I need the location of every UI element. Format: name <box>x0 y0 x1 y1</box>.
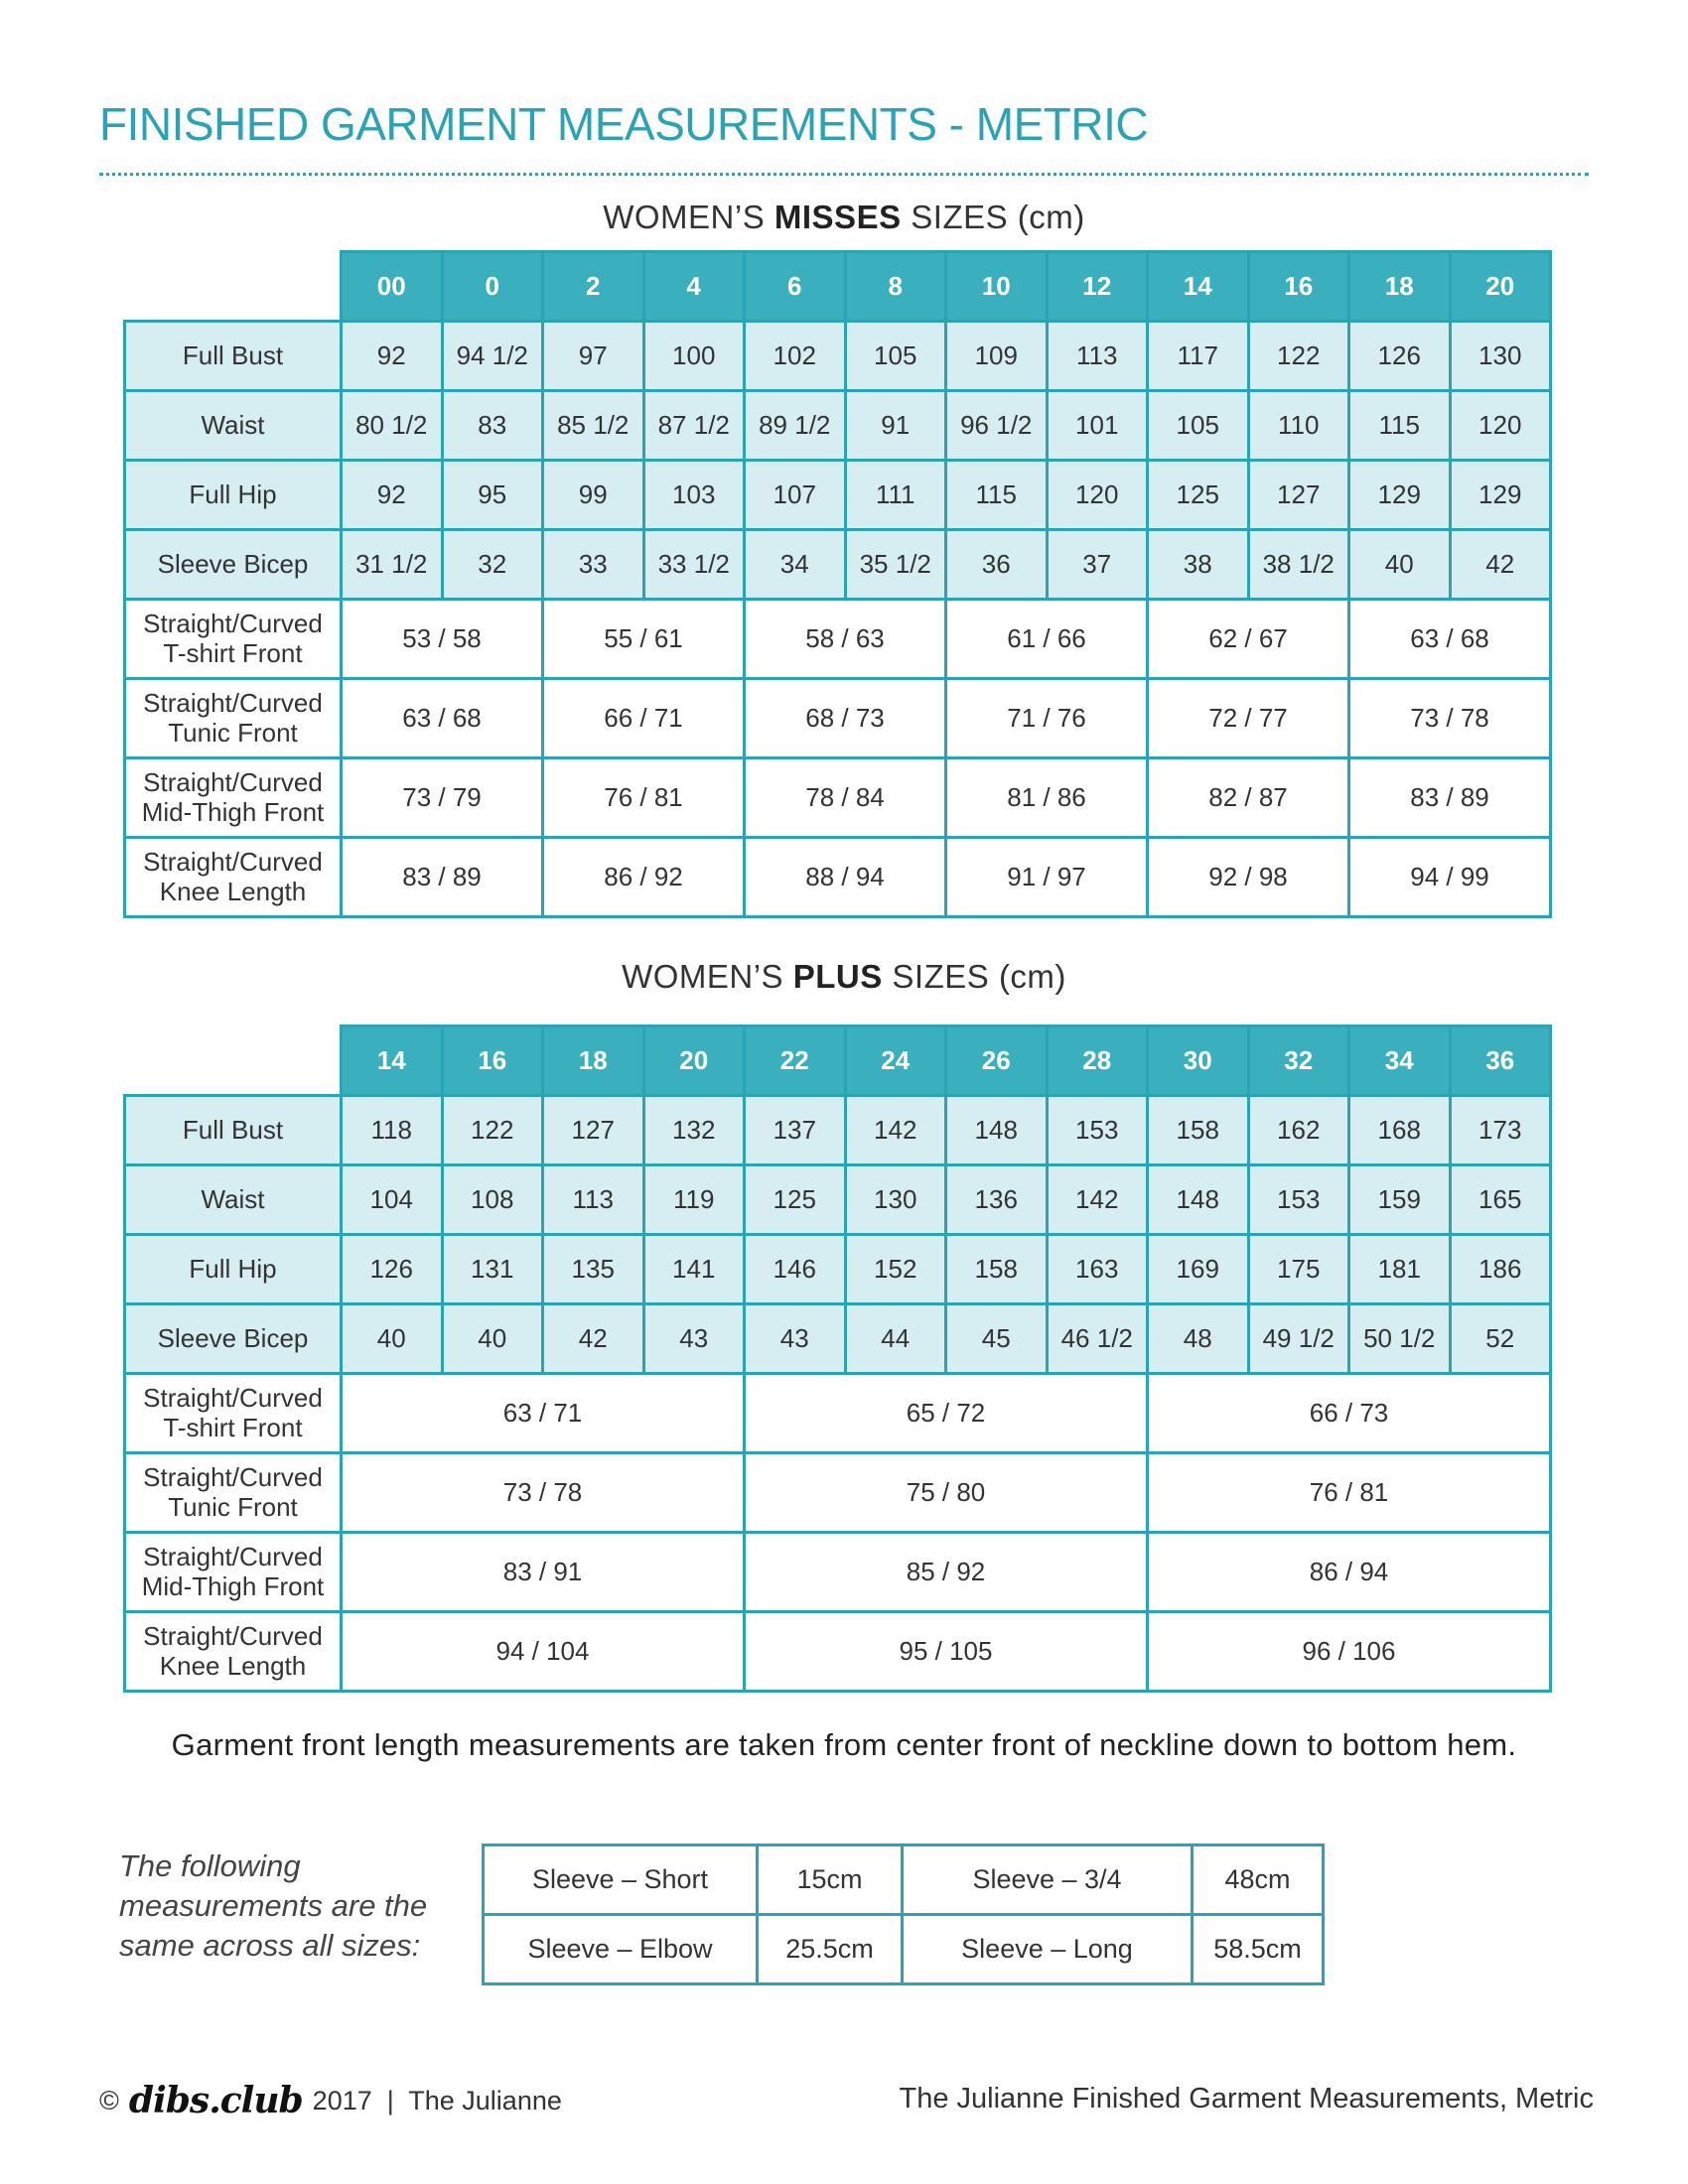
measurement-row <box>125 461 1551 530</box>
table-cell: 33 <box>543 530 644 600</box>
size-header-row <box>125 1026 1551 1096</box>
misses-heading-pre: WOMEN’S <box>603 199 774 235</box>
table-cell: 181 <box>1349 1235 1451 1304</box>
copyright-symbol: © <box>99 2085 119 2116</box>
table-cell: 44 <box>845 1304 946 1374</box>
table-cell: 71 / 76 <box>946 679 1148 758</box>
table-cell: 66 / 71 <box>543 679 745 758</box>
table-cell: 142 <box>1047 1165 1148 1235</box>
table-cell: 107 <box>745 461 846 530</box>
table-cell: 125 <box>1148 461 1249 530</box>
table-cell: 127 <box>543 1096 644 1165</box>
plus-heading-bold: PLUS <box>792 958 883 995</box>
size-header-cell: 14 <box>1148 252 1249 322</box>
table-cell: 105 <box>845 322 946 391</box>
row-label-line1: Straight/Curved <box>143 1541 323 1571</box>
sleeve-length-table <box>482 1843 1325 1985</box>
table-cell: 126 <box>1349 322 1451 391</box>
table-cell: 88 / 94 <box>745 838 946 917</box>
table-cell: 42 <box>543 1304 644 1374</box>
table-cell: 148 <box>1148 1165 1249 1235</box>
size-header-cell: 00 <box>342 252 443 322</box>
table-cell: 148 <box>946 1096 1048 1165</box>
row-label-line2: Mid-Thigh Front <box>141 796 325 827</box>
table-cell: 100 <box>643 322 745 391</box>
measurement-row <box>125 391 1551 461</box>
table-cell: 130 <box>845 1165 946 1235</box>
measurement-row <box>125 1165 1551 1235</box>
table-cell: 63 / 68 <box>1349 600 1551 679</box>
table-cell: 87 1/2 <box>643 391 745 461</box>
table-cell: 165 <box>1450 1165 1551 1235</box>
table-cell: 49 1/2 <box>1248 1304 1349 1374</box>
table-cell: 132 <box>643 1096 745 1165</box>
row-label <box>125 679 342 758</box>
table-cell: 40 <box>342 1304 443 1374</box>
table-cell: 120 <box>1450 391 1551 461</box>
table-cell: 95 <box>442 461 543 530</box>
table-cell: 129 <box>1450 461 1551 530</box>
row-label: Full Bust <box>125 1096 342 1165</box>
length-row <box>125 1533 1551 1612</box>
table-cell: 129 <box>1349 461 1451 530</box>
table-cell: 141 <box>643 1235 745 1304</box>
table-cell: 103 <box>643 461 745 530</box>
table-cell: 94 / 99 <box>1349 838 1551 917</box>
table-cell: 85 1/2 <box>543 391 644 461</box>
table-cell: 97 <box>543 322 644 391</box>
misses-heading <box>0 199 1688 236</box>
table-cell: 158 <box>1148 1096 1249 1165</box>
table-cell: 42 <box>1450 530 1551 600</box>
sleeve-row <box>484 1915 1324 1984</box>
table-cell: 65 / 72 <box>745 1374 1148 1453</box>
table-cell: 102 <box>745 322 846 391</box>
plus-heading <box>0 958 1688 996</box>
row-label-line2: T-shirt Front <box>163 1412 303 1442</box>
table-cell: 113 <box>1047 322 1148 391</box>
row-label: Waist <box>125 1165 342 1235</box>
row-label: Waist <box>125 391 342 461</box>
size-header-cell: 24 <box>845 1026 946 1096</box>
sleeve-label: Sleeve – 3/4 <box>903 1845 1193 1915</box>
table-cell: 101 <box>1047 391 1148 461</box>
header-corner <box>125 1026 342 1096</box>
table-cell: 83 / 89 <box>1349 758 1551 838</box>
table-cell: 73 / 78 <box>1349 679 1551 758</box>
table-cell: 119 <box>643 1165 745 1235</box>
sleeve-label: Sleeve – Short <box>484 1845 758 1915</box>
size-header-cell: 16 <box>1248 252 1349 322</box>
table-cell: 63 / 71 <box>342 1374 745 1453</box>
length-row <box>125 1453 1551 1533</box>
footnote: Garment front length measurements are taken from center front of neckline down to bottom hem. <box>171 1727 1517 1762</box>
table-cell: 76 / 81 <box>543 758 745 838</box>
table-cell: 125 <box>745 1165 846 1235</box>
footer-right-text: The Julianne Finished Garment Measurements, Metric <box>899 2083 1594 2115</box>
table-cell: 117 <box>1148 322 1249 391</box>
size-header-cell: 0 <box>442 252 543 322</box>
brand-logo: dibs.club <box>128 2080 303 2121</box>
table-cell: 111 <box>845 461 946 530</box>
footer-left-text: 2017 | The Julianne <box>312 2085 562 2116</box>
size-header-cell: 18 <box>543 1026 644 1096</box>
table-cell: 46 1/2 <box>1047 1304 1148 1374</box>
sleeve-row <box>484 1845 1324 1915</box>
table-cell: 43 <box>745 1304 846 1374</box>
table-cell: 113 <box>543 1165 644 1235</box>
table-cell: 109 <box>946 322 1048 391</box>
table-cell: 55 / 61 <box>543 600 745 679</box>
row-label <box>125 1453 342 1533</box>
table-cell: 92 <box>342 322 443 391</box>
row-label: Full Hip <box>125 1235 342 1304</box>
table-cell: 122 <box>1248 322 1349 391</box>
length-row <box>125 1374 1551 1453</box>
table-cell: 94 / 104 <box>342 1612 745 1692</box>
row-label: Sleeve Bicep <box>125 1304 342 1374</box>
table-cell: 95 / 105 <box>745 1612 1148 1692</box>
size-header-row <box>125 252 1551 322</box>
measurement-row <box>125 322 1551 391</box>
table-cell: 62 / 67 <box>1148 600 1349 679</box>
measurement-row <box>125 1304 1551 1374</box>
table-cell: 104 <box>342 1165 443 1235</box>
sleeve-label: Sleeve – Elbow <box>484 1915 758 1984</box>
table-cell: 173 <box>1450 1096 1551 1165</box>
row-label <box>125 758 342 838</box>
sleeve-value: 15cm <box>758 1845 903 1915</box>
table-cell: 158 <box>946 1235 1048 1304</box>
row-label-line2: Knee Length <box>159 1650 307 1681</box>
table-cell: 186 <box>1450 1235 1551 1304</box>
row-label-line2: Tunic Front <box>168 1491 298 1522</box>
row-label <box>125 838 342 917</box>
table-cell: 45 <box>946 1304 1048 1374</box>
size-header-cell: 22 <box>745 1026 846 1096</box>
table-cell: 131 <box>442 1235 543 1304</box>
table-cell: 118 <box>342 1096 443 1165</box>
table-cell: 63 / 68 <box>342 679 543 758</box>
row-label-line1: Straight/Curved <box>143 687 323 718</box>
table-cell: 120 <box>1047 461 1148 530</box>
misses-heading-post: SIZES (cm) <box>901 199 1085 235</box>
table-cell: 96 1/2 <box>946 391 1048 461</box>
table-cell: 48 <box>1148 1304 1249 1374</box>
table-cell: 162 <box>1248 1096 1349 1165</box>
table-cell: 115 <box>1349 391 1451 461</box>
table-cell: 137 <box>745 1096 846 1165</box>
table-cell: 80 1/2 <box>342 391 443 461</box>
table-cell: 105 <box>1148 391 1249 461</box>
table-cell: 66 / 73 <box>1148 1374 1551 1453</box>
size-header-cell: 30 <box>1148 1026 1249 1096</box>
sleeve-value: 58.5cm <box>1193 1915 1324 1984</box>
table-cell: 135 <box>543 1235 644 1304</box>
size-header-cell: 18 <box>1349 252 1451 322</box>
table-cell: 122 <box>442 1096 543 1165</box>
title-divider <box>99 173 1589 176</box>
table-cell: 40 <box>442 1304 543 1374</box>
row-label-line2: Knee Length <box>159 876 307 906</box>
table-cell: 99 <box>543 461 644 530</box>
misses-size-table <box>123 250 1552 918</box>
length-row <box>125 1612 1551 1692</box>
table-cell: 38 1/2 <box>1248 530 1349 600</box>
sleeve-value: 25.5cm <box>758 1915 903 1984</box>
size-header-cell: 20 <box>1450 252 1551 322</box>
row-label-line2: T-shirt Front <box>163 637 303 668</box>
size-header-cell: 2 <box>543 252 644 322</box>
row-label-line1: Straight/Curved <box>143 1382 323 1413</box>
measurement-row <box>125 1096 1551 1165</box>
size-header-cell: 16 <box>442 1026 543 1096</box>
size-header-cell: 6 <box>745 252 846 322</box>
table-cell: 34 <box>745 530 846 600</box>
table-cell: 142 <box>845 1096 946 1165</box>
table-cell: 85 / 92 <box>745 1533 1148 1612</box>
table-cell: 78 / 84 <box>745 758 946 838</box>
size-header-cell: 8 <box>845 252 946 322</box>
size-header-cell: 32 <box>1248 1026 1349 1096</box>
row-label-line1: Straight/Curved <box>143 1620 323 1651</box>
table-cell: 86 / 92 <box>543 838 745 917</box>
table-cell: 91 <box>845 391 946 461</box>
table-cell: 92 / 98 <box>1148 838 1349 917</box>
size-header-cell: 28 <box>1047 1026 1148 1096</box>
table-cell: 96 / 106 <box>1148 1612 1551 1692</box>
row-label: Full Bust <box>125 322 342 391</box>
measurement-row <box>125 1235 1551 1304</box>
table-cell: 73 / 79 <box>342 758 543 838</box>
length-row <box>125 758 1551 838</box>
plus-heading-pre: WOMEN’S <box>622 958 793 995</box>
table-cell: 43 <box>643 1304 745 1374</box>
table-cell: 108 <box>442 1165 543 1235</box>
table-cell: 76 / 81 <box>1148 1453 1551 1533</box>
page-title: FINISHED GARMENT MEASUREMENTS - METRIC <box>99 98 1149 150</box>
table-cell: 175 <box>1248 1235 1349 1304</box>
misses-heading-bold: MISSES <box>774 199 902 235</box>
row-label <box>125 600 342 679</box>
size-header-cell: 34 <box>1349 1026 1451 1096</box>
row-label: Full Hip <box>125 461 342 530</box>
size-header-cell: 14 <box>342 1026 443 1096</box>
length-row <box>125 838 1551 917</box>
table-cell: 32 <box>442 530 543 600</box>
row-label-line2: Mid-Thigh Front <box>141 1570 325 1601</box>
table-cell: 83 / 89 <box>342 838 543 917</box>
table-cell: 146 <box>745 1235 846 1304</box>
table-cell: 169 <box>1148 1235 1249 1304</box>
table-cell: 52 <box>1450 1304 1551 1374</box>
table-cell: 33 1/2 <box>643 530 745 600</box>
table-cell: 83 / 91 <box>342 1533 745 1612</box>
table-cell: 130 <box>1450 322 1551 391</box>
sleeve-value: 48cm <box>1193 1845 1324 1915</box>
size-header-cell: 26 <box>946 1026 1048 1096</box>
table-cell: 36 <box>946 530 1048 600</box>
row-label-line1: Straight/Curved <box>143 608 323 638</box>
table-cell: 75 / 80 <box>745 1453 1148 1533</box>
table-cell: 110 <box>1248 391 1349 461</box>
size-header-cell: 4 <box>643 252 745 322</box>
table-cell: 126 <box>342 1235 443 1304</box>
table-cell: 81 / 86 <box>946 758 1148 838</box>
size-header-cell: 36 <box>1450 1026 1551 1096</box>
table-cell: 35 1/2 <box>845 530 946 600</box>
row-label: Sleeve Bicep <box>125 530 342 600</box>
table-cell: 86 / 94 <box>1148 1533 1551 1612</box>
table-cell: 91 / 97 <box>946 838 1148 917</box>
table-cell: 159 <box>1349 1165 1451 1235</box>
table-cell: 50 1/2 <box>1349 1304 1451 1374</box>
table-cell: 153 <box>1047 1096 1148 1165</box>
row-label-line1: Straight/Curved <box>143 766 323 797</box>
table-cell: 83 <box>442 391 543 461</box>
length-row <box>125 600 1551 679</box>
table-cell: 73 / 78 <box>342 1453 745 1533</box>
table-cell: 61 / 66 <box>946 600 1148 679</box>
table-cell: 153 <box>1248 1165 1349 1235</box>
row-label-line1: Straight/Curved <box>143 1461 323 1492</box>
size-header-cell: 10 <box>946 252 1048 322</box>
table-cell: 92 <box>342 461 443 530</box>
length-row <box>125 679 1551 758</box>
table-cell: 168 <box>1349 1096 1451 1165</box>
row-label-line2: Tunic Front <box>168 717 298 748</box>
header-corner <box>125 252 342 322</box>
footer-left <box>99 2080 562 2121</box>
table-cell: 89 1/2 <box>745 391 846 461</box>
table-cell: 40 <box>1349 530 1451 600</box>
table-cell: 58 / 63 <box>745 600 946 679</box>
table-cell: 72 / 77 <box>1148 679 1349 758</box>
table-cell: 127 <box>1248 461 1349 530</box>
plus-size-table <box>123 1024 1552 1693</box>
table-cell: 163 <box>1047 1235 1148 1304</box>
table-cell: 94 1/2 <box>442 322 543 391</box>
row-label <box>125 1533 342 1612</box>
table-cell: 31 1/2 <box>342 530 443 600</box>
size-header-cell: 12 <box>1047 252 1148 322</box>
table-cell: 82 / 87 <box>1148 758 1349 838</box>
table-cell: 37 <box>1047 530 1148 600</box>
sleeve-label: Sleeve – Long <box>903 1915 1193 1984</box>
same-across-sizes-note: The following measurements are the same across all sizes: <box>119 1848 428 1963</box>
measurement-row <box>125 530 1551 600</box>
table-cell: 53 / 58 <box>342 600 543 679</box>
row-label <box>125 1612 342 1692</box>
table-cell: 115 <box>946 461 1048 530</box>
row-label <box>125 1374 342 1453</box>
row-label-line1: Straight/Curved <box>143 846 323 877</box>
plus-heading-post: SIZES (cm) <box>882 958 1066 995</box>
size-header-cell: 20 <box>643 1026 745 1096</box>
table-cell: 152 <box>845 1235 946 1304</box>
table-cell: 68 / 73 <box>745 679 946 758</box>
table-cell: 38 <box>1148 530 1249 600</box>
table-cell: 136 <box>946 1165 1048 1235</box>
